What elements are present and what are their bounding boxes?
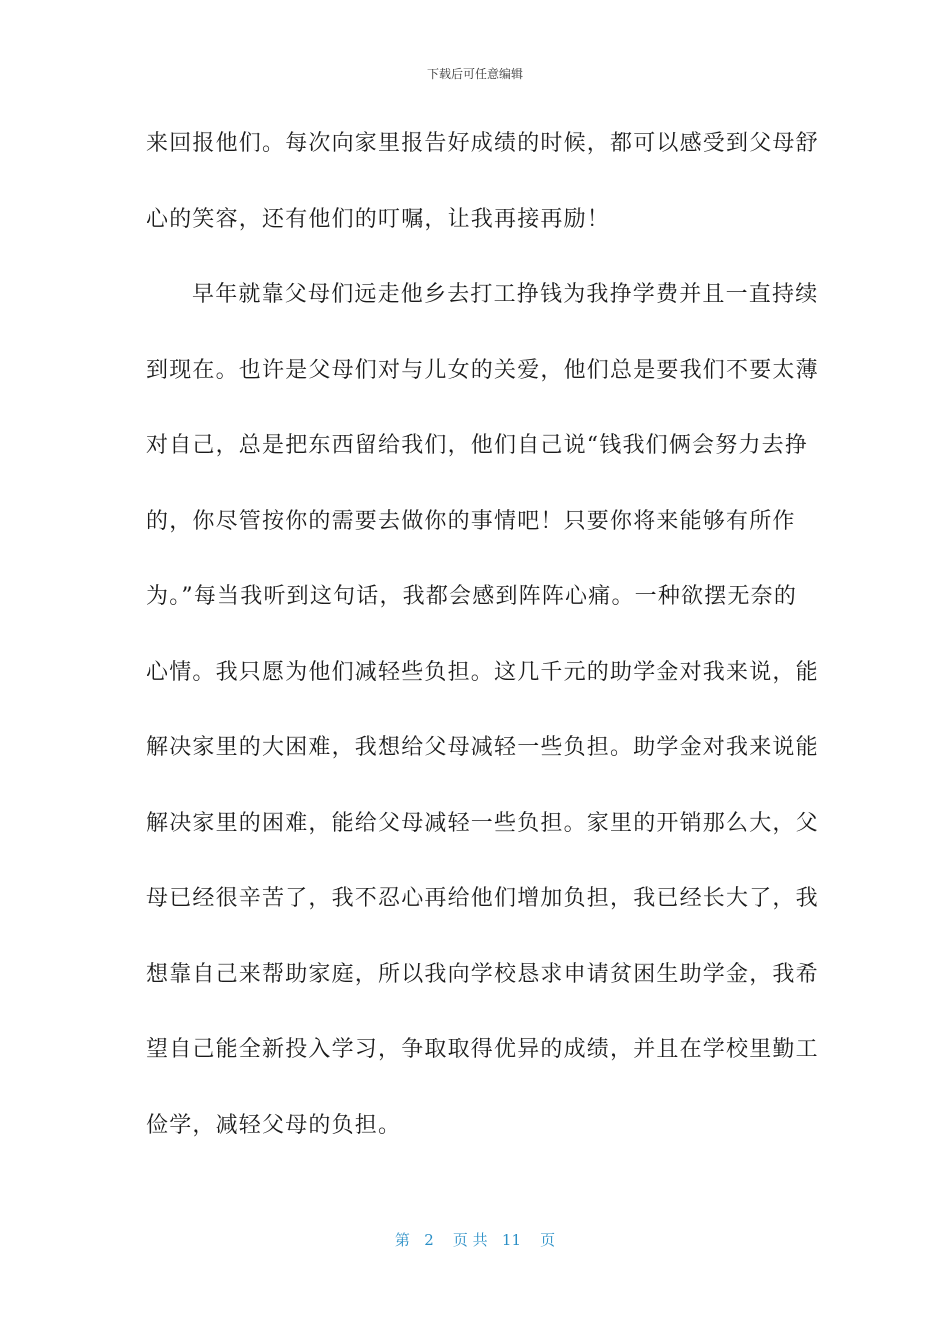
body-text [146,120,819,1177]
text-line: 心的笑容，还有他们的叮嘱，让我再接再励！ [146,206,611,232]
current-page-number: 2 [424,1231,434,1249]
footer-middle: 页 共 [452,1231,488,1249]
text-line: 想靠自己来帮助家庭，所以我向学校恳求申请贫困生助学金，我希 [146,961,819,987]
text-line: 解决家里的大困难，我想给父母减轻一些负担。助学金对我来说能 [146,735,819,760]
text-line: 解决家里的困难，能给父母减轻一些负担。家里的开销那么大，父 [146,810,819,836]
paragraph-start-line: 早年就靠父母们远走他乡去打工挣钱为我挣学费并且一直持续 [192,282,819,307]
text-line: 来回报他们。每次向家里报告好成绩的时候，都可以感受到父母舒 [146,131,819,156]
page-header: 下载后可任意编辑 [426,67,523,81]
page-footer [0,1230,950,1250]
text-line: 到现在。也许是父母们对与儿女的关爱，他们总是要我们不要太薄 [146,357,819,383]
text-line: 母已经很辛苦了，我不忍心再给他们增加负担，我已经长大了，我 [146,886,819,911]
footer-suffix: 页 [540,1231,556,1249]
text-line: 为。”每当我听到这句话，我都会感到阵阵心痛。一种欲摆无奈的 [146,584,798,609]
footer-prefix: 第 [394,1231,410,1249]
text-line: 俭学，减轻父母的负担。 [146,1112,402,1138]
text-line: 的，你尽管按你的需要去做你的事情吧！只要你将来能够有所作 [146,508,796,534]
text-line: 心情。我只愿为他们减轻些负担。这几千元的助学金对我来说，能 [146,659,819,685]
text-line: 望自己能全新投入学习，争取取得优异的成绩，并且在学校里勤工 [146,1037,819,1062]
total-pages-number: 11 [501,1231,522,1249]
text-line: 对自己，总是把东西留给我们，他们自己说“钱我们俩会努力去挣 [146,433,809,458]
